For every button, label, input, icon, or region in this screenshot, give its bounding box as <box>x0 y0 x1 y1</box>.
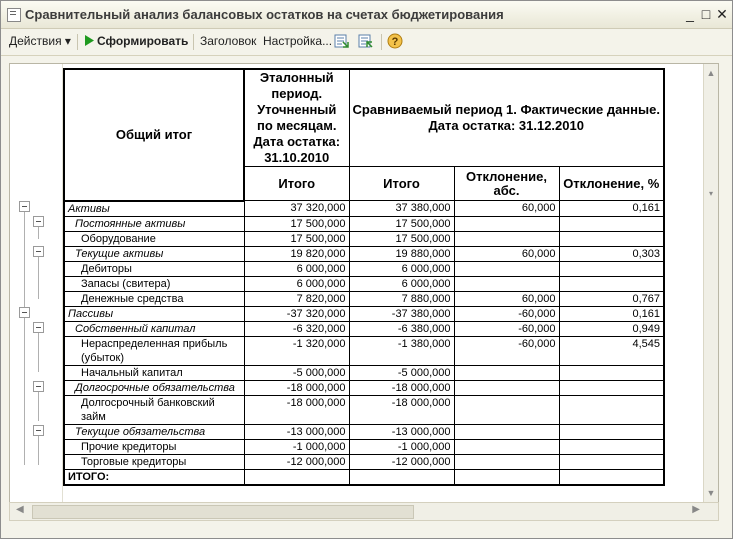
deviation-pct-value <box>559 454 664 469</box>
compare-total-value: 17 500,000 <box>349 231 454 246</box>
table-row[interactable] <box>64 306 664 321</box>
compare-total-value: 17 500,000 <box>349 216 454 231</box>
collapse-tekushchie-icon[interactable] <box>33 246 44 257</box>
generate-label: Сформировать <box>97 34 189 48</box>
deviation-abs-value <box>454 276 559 291</box>
compare-period-header: Сравниваемый период 1. Фактические данные. Дата остатка: 31.12.2010 <box>349 69 664 167</box>
compare-total-value: -1 000,000 <box>349 439 454 454</box>
scroll-down-icon[interactable]: ▼ <box>706 488 716 498</box>
compare-total-value: -1 380,000 <box>349 336 454 365</box>
table-row[interactable] <box>64 395 664 424</box>
base-total-value: 19 820,000 <box>244 246 349 261</box>
row-name: Оборудование <box>64 231 244 246</box>
header-total-compare: Итого <box>349 167 454 201</box>
base-total-value: -6 320,000 <box>244 321 349 336</box>
collapse-kapital-icon[interactable] <box>33 322 44 333</box>
deviation-pct-value <box>559 365 664 380</box>
deviation-pct-value <box>559 216 664 231</box>
row-name: Долгосрочные обязательства <box>64 380 244 395</box>
deviation-pct-value <box>559 231 664 246</box>
toolbar <box>1 29 732 56</box>
collapse-aktivy-icon[interactable] <box>19 201 30 212</box>
row-name: Активы <box>64 201 244 217</box>
save-settings-icon[interactable] <box>358 33 374 52</box>
row-name: Запасы (свитера) <box>64 276 244 291</box>
deviation-pct-value: 0,303 <box>559 246 664 261</box>
collapse-tekushchie-obyaz-icon[interactable] <box>33 425 44 436</box>
row-name: ИТОГО: <box>64 469 244 485</box>
base-total-value: 17 500,000 <box>244 231 349 246</box>
col-title: Общий итог <box>64 69 244 201</box>
deviation-abs-value <box>454 231 559 246</box>
deviation-abs-value: 60,000 <box>454 201 559 217</box>
table-row[interactable] <box>64 380 664 395</box>
row-name: Прочие кредиторы <box>64 439 244 454</box>
base-total-value: -12 000,000 <box>244 454 349 469</box>
base-total-value: -1 320,000 <box>244 336 349 365</box>
table-row[interactable] <box>64 321 664 336</box>
deviation-abs-value: -60,000 <box>454 336 559 365</box>
scroll-up-icon[interactable]: ▲ <box>706 68 716 78</box>
help-icon[interactable] <box>387 33 403 52</box>
deviation-pct-value: 0,767 <box>559 291 664 306</box>
header-button[interactable]: Заголовок <box>200 34 257 48</box>
compare-total-value <box>349 469 454 485</box>
maximize-button[interactable]: □ <box>701 6 711 22</box>
base-period-header: Эталонный период. Уточненный по месяцам. Дата остатка: 31.10.2010 <box>244 69 349 167</box>
row-name: Текущие активы <box>64 246 244 261</box>
table-row[interactable] <box>64 365 664 380</box>
deviation-pct-value: 4,545 <box>559 336 664 365</box>
base-total-value: 6 000,000 <box>244 276 349 291</box>
base-total-value: 37 320,000 <box>244 201 349 217</box>
deviation-abs-value <box>454 261 559 276</box>
row-name: Торговые кредиторы <box>64 454 244 469</box>
table-row[interactable] <box>64 336 664 365</box>
deviation-abs-value: -60,000 <box>454 321 559 336</box>
header-deviation-pct: Отклонение, % <box>559 167 664 201</box>
load-settings-icon[interactable] <box>334 33 350 52</box>
deviation-abs-value <box>454 380 559 395</box>
collapse-passivy-icon[interactable] <box>19 307 30 318</box>
row-name: Долгосрочный банковский займ <box>64 395 244 424</box>
deviation-pct-value <box>559 439 664 454</box>
deviation-pct-value <box>559 469 664 485</box>
table-row[interactable] <box>64 424 664 439</box>
base-total-value: 6 000,000 <box>244 261 349 276</box>
compare-total-value: -13 000,000 <box>349 424 454 439</box>
deviation-abs-value: 60,000 <box>454 246 559 261</box>
base-total-value: -5 000,000 <box>244 365 349 380</box>
deviation-abs-value <box>454 216 559 231</box>
base-total-value: 17 500,000 <box>244 216 349 231</box>
deviation-abs-value <box>454 469 559 485</box>
deviation-pct-value: 0,949 <box>559 321 664 336</box>
horizontal-scroll-thumb[interactable] <box>32 505 414 519</box>
row-name: Нераспределенная прибыль (убыток) <box>64 336 244 365</box>
table-row[interactable] <box>64 291 664 306</box>
scroll-left-icon[interactable]: ◀ <box>16 504 24 515</box>
table-row[interactable] <box>64 231 664 246</box>
compare-total-value: -37 380,000 <box>349 306 454 321</box>
row-name: Текущие обязательства <box>64 424 244 439</box>
base-total-value <box>244 469 349 485</box>
close-button[interactable]: ✕ <box>716 6 728 22</box>
collapse-dolgosrochnye-icon[interactable] <box>33 381 44 392</box>
table-row[interactable] <box>64 246 664 261</box>
row-name: Дебиторы <box>64 261 244 276</box>
deviation-abs-value <box>454 454 559 469</box>
deviation-pct-value: 0,161 <box>559 201 664 217</box>
table-row[interactable] <box>64 469 664 485</box>
deviation-pct-value <box>559 380 664 395</box>
deviation-abs-value <box>454 395 559 424</box>
table-row[interactable] <box>64 201 664 217</box>
base-total-value: -18 000,000 <box>244 395 349 424</box>
base-total-value: -13 000,000 <box>244 424 349 439</box>
scroll-right-icon[interactable]: ▶ <box>692 504 700 515</box>
deviation-abs-value <box>454 424 559 439</box>
compare-total-value: -12 000,000 <box>349 454 454 469</box>
actions-menu[interactable]: Действия ▾ <box>9 34 71 48</box>
deviation-pct-value <box>559 261 664 276</box>
generate-button[interactable] <box>84 34 188 48</box>
help-label: ? <box>391 36 399 48</box>
deviation-abs-value <box>454 365 559 380</box>
table-row[interactable] <box>64 261 664 276</box>
header-total-base: Итого <box>244 167 349 201</box>
row-name: Денежные средства <box>64 291 244 306</box>
title-bar <box>1 1 732 29</box>
deviation-abs-value <box>454 439 559 454</box>
vertical-scrollbar[interactable] <box>703 64 718 502</box>
report-grid[interactable] <box>9 63 719 503</box>
settings-button[interactable]: Настройка... <box>263 34 333 48</box>
minimize-button[interactable]: _ <box>686 6 694 22</box>
base-total-value: -37 320,000 <box>244 306 349 321</box>
deviation-pct-value <box>559 424 664 439</box>
row-name: Начальный капитал <box>64 365 244 380</box>
base-total-value: 7 820,000 <box>244 291 349 306</box>
compare-total-value: -18 000,000 <box>349 395 454 424</box>
table-row[interactable] <box>64 439 664 454</box>
header-deviation-abs: Отклонение, абс. <box>454 167 559 201</box>
compare-total-value: 37 380,000 <box>349 201 454 217</box>
deviation-pct-value: 0,161 <box>559 306 664 321</box>
compare-total-value: -18 000,000 <box>349 380 454 395</box>
base-total-value: -18 000,000 <box>244 380 349 395</box>
deviation-pct-value <box>559 395 664 424</box>
window-title: Сравнительный анализ балансовых остатков на счетах бюджетирования <box>25 7 504 22</box>
compare-total-value: 6 000,000 <box>349 276 454 291</box>
table-row[interactable] <box>64 216 664 231</box>
report-icon <box>7 8 21 22</box>
compare-total-value: 6 000,000 <box>349 261 454 276</box>
deviation-abs-value: -60,000 <box>454 306 559 321</box>
deviation-abs-value: 60,000 <box>454 291 559 306</box>
row-name: Постоянные активы <box>64 216 244 231</box>
toolbar-separator <box>193 34 194 50</box>
compare-total-value: -5 000,000 <box>349 365 454 380</box>
row-name: Собственный капитал <box>64 321 244 336</box>
compare-total-value: 19 880,000 <box>349 246 454 261</box>
base-total-value: -1 000,000 <box>244 439 349 454</box>
deviation-pct-value <box>559 276 664 291</box>
compare-total-value: 7 880,000 <box>349 291 454 306</box>
collapse-postoyannye-icon[interactable] <box>33 216 44 227</box>
table-row[interactable] <box>64 454 664 469</box>
row-name: Пассивы <box>64 306 244 321</box>
balance-report-table <box>63 68 665 486</box>
play-icon <box>84 35 94 46</box>
toolbar-separator <box>77 34 78 50</box>
compare-total-value: -6 380,000 <box>349 321 454 336</box>
scroll-mark-icon: ▾ <box>708 189 713 198</box>
horizontal-scrollbar[interactable] <box>9 502 719 521</box>
table-row[interactable] <box>64 276 664 291</box>
toolbar-separator <box>381 34 382 50</box>
